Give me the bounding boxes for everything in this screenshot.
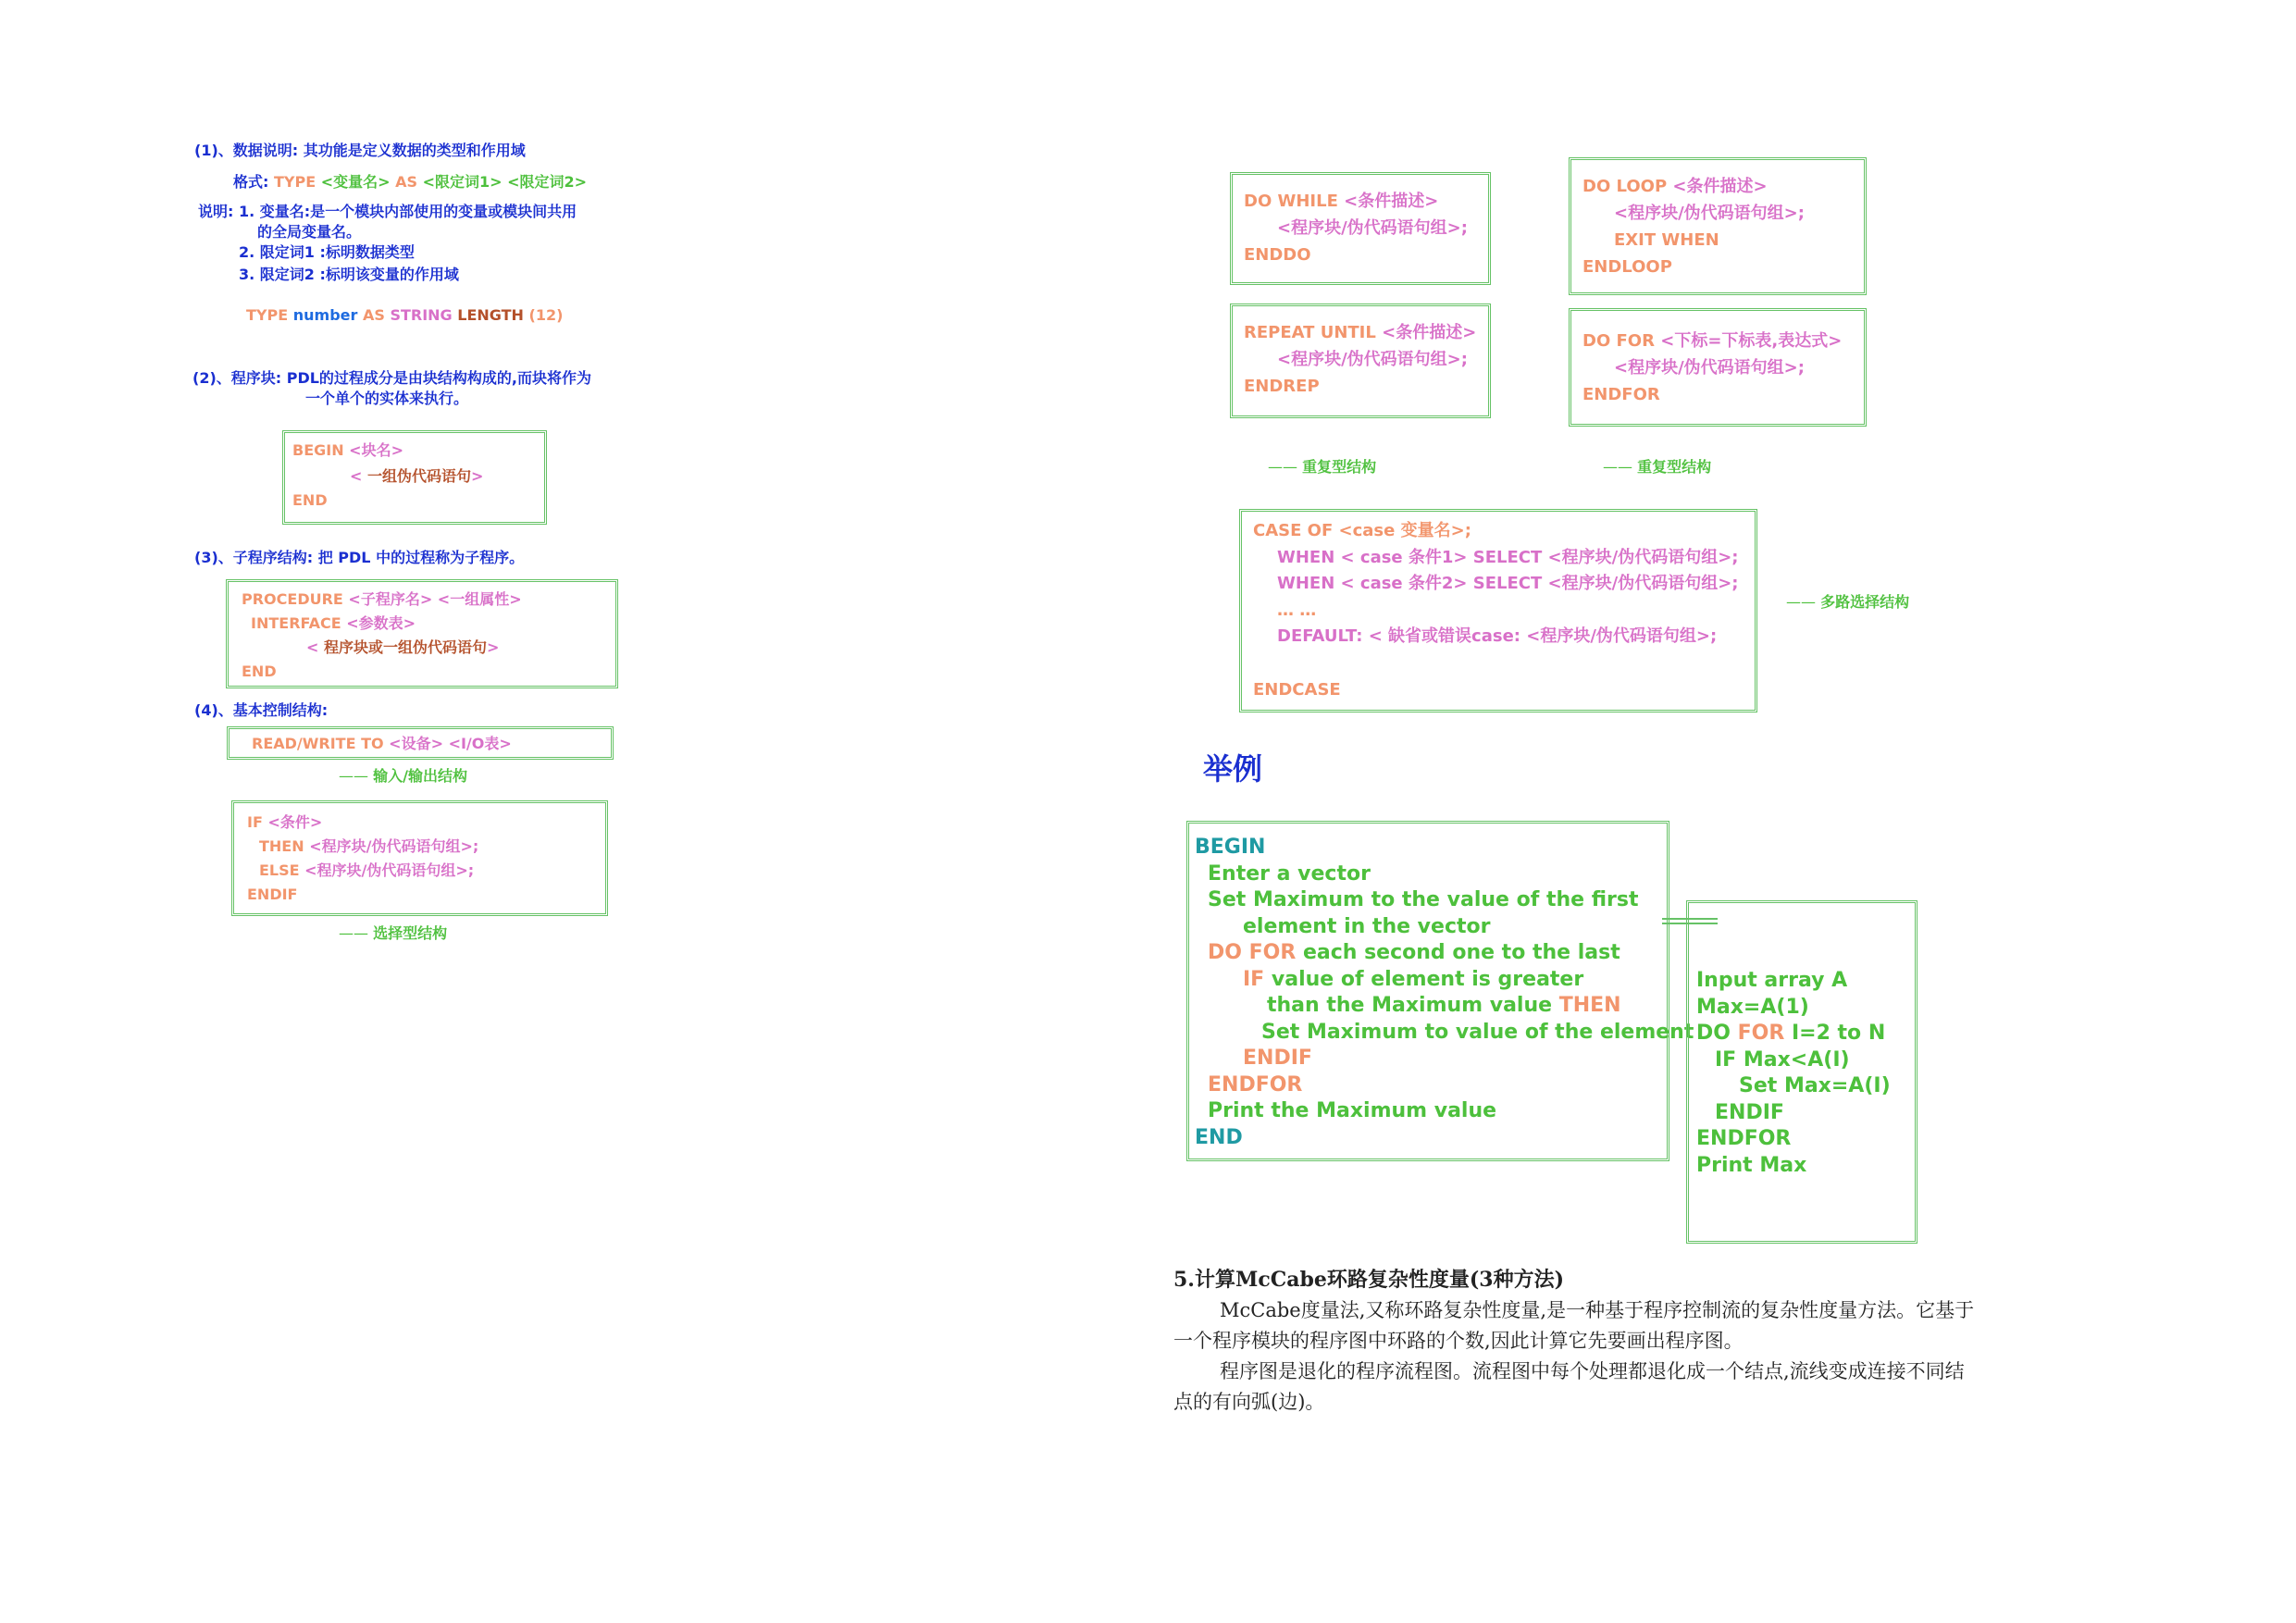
default-line: DEFAULT: < 缺省或错误case: <程序块/伪代码语句组>;	[1277, 626, 1718, 646]
example-code: Input array A Max=A(1) DO FOR I=2 to N IF Max<A(I) Set Max=A(I) ENDIF ENDFOR Print Max	[1696, 969, 1891, 1177]
note-3: 3. 限定词2 :标明该变量的作用域	[239, 266, 459, 283]
case-ellipsis: … …	[1277, 601, 1317, 620]
do-while-box	[1230, 172, 1491, 285]
repeat-body: <程序块/伪代码语句组>;	[1277, 350, 1468, 369]
repeat-caption-1: —— 重复型结构	[1268, 455, 1376, 477]
enddo-line: ENDDO	[1244, 245, 1311, 265]
do-for-line: DO FOR <下标=下标表,表达式>	[1582, 331, 1843, 351]
else-line: ELSE <程序块/伪代码语句组>;	[259, 861, 475, 879]
when-line-2: WHEN < case 条件2> SELECT <程序块/伪代码语句组>;	[1277, 574, 1739, 593]
section-2-heading: (2)、程序块: PDL的过程成分是由块结构构成的,而块将作为	[192, 369, 592, 387]
note-1-cont: 的全局变量名。	[257, 223, 362, 241]
example-english-code: BEGIN Enter a vector Set Maximum to the value of the first element in the vector DO FOR each second one to the last IF value of element is greater than the Maximum value THEN Set Maximum to value of the element ENDIF ENDFOR Print the Maximum value END	[1195, 836, 1694, 1149]
case-of-line: CASE OF <case 变量名>;	[1253, 521, 1471, 540]
io-line: READ/WRITE TO <设备> <I/O表>	[252, 735, 512, 752]
mccabe-paragraph-2-cont: 点的有向弧(边)。	[1173, 1391, 1325, 1413]
repeat-caption-2: —— 重复型结构	[1603, 455, 1711, 477]
endfor-line: ENDFOR	[1582, 385, 1660, 404]
example-code-box	[1686, 900, 1917, 1244]
procedure-box	[226, 579, 618, 688]
endrep-line: ENDREP	[1244, 377, 1320, 396]
repeat-until-line: REPEAT UNTIL <条件描述>	[1244, 323, 1477, 342]
procedure-line: PROCEDURE <子程序名> <一组属性>	[242, 590, 522, 608]
data-format-line: 格式: TYPE <变量名> AS <限定词1> <限定词2>	[233, 173, 588, 191]
procedure-end-line: END	[242, 663, 277, 680]
begin-block-box	[282, 430, 547, 525]
multi-branch-caption: —— 多路选择结构	[1786, 590, 1909, 612]
block-body-line: < 一组伪代码语句>	[350, 467, 484, 485]
do-for-body: <程序块/伪代码语句组>;	[1614, 358, 1805, 378]
note-1: 1. 变量名:是一个模块内部使用的变量或模块间共用	[239, 203, 577, 220]
do-loop-line: DO LOOP <条件描述>	[1582, 177, 1768, 196]
mccabe-heading: 5.计算McCabe环路复杂性度量(3种方法)	[1173, 1268, 1564, 1292]
section-2-heading-cont: 一个单个的实体来执行。	[305, 390, 469, 407]
section-3-heading: (3)、子程序结构: 把 PDL 中的过程称为子程序。	[194, 549, 525, 566]
do-while-body: <程序块/伪代码语句组>;	[1277, 218, 1468, 238]
interface-line: INTERFACE <参数表>	[251, 614, 416, 632]
do-loop-body: <程序块/伪代码语句组>;	[1614, 204, 1805, 223]
mccabe-paragraph-2: 程序图是退化的程序流程图。流程图中每个处理都退化成一个结点,流线变成连接不同结	[1220, 1360, 1965, 1382]
end-line: END	[292, 491, 328, 509]
section-1-heading: (1)、数据说明: 其功能是定义数据的类型和作用域	[194, 142, 526, 159]
note-2: 2. 限定词1 :标明数据类型	[239, 243, 415, 261]
then-line: THEN <程序块/伪代码语句组>;	[259, 837, 479, 855]
begin-line: BEGIN <块名>	[292, 441, 403, 459]
exit-when-line: EXIT WHEN	[1614, 230, 1719, 250]
case-box	[1239, 509, 1757, 712]
io-caption: —— 输入/输出结构	[339, 764, 467, 786]
selection-caption: —— 选择型结构	[339, 922, 447, 943]
do-for-box	[1569, 308, 1867, 427]
when-line-1: WHEN < case 条件1> SELECT <程序块/伪代码语句组>;	[1277, 548, 1739, 567]
endloop-line: ENDLOOP	[1582, 257, 1672, 277]
selection-box	[231, 800, 608, 916]
procedure-body-line: < 程序块或一组伪代码语句>	[306, 638, 500, 656]
io-box	[227, 726, 614, 760]
endcase-line: ENDCASE	[1253, 680, 1341, 700]
mccabe-paragraph-1-cont: 一个程序模块的程序图中环路的个数,因此计算它先要画出程序图。	[1173, 1330, 1744, 1352]
example-title: 举例	[1203, 751, 1263, 787]
if-line: IF <条件>	[247, 813, 323, 831]
example-english-box	[1186, 821, 1694, 1161]
section-4-heading: (4)、基本控制结构:	[194, 701, 329, 719]
endif-line: ENDIF	[247, 886, 298, 903]
repeat-until-box	[1230, 304, 1491, 418]
mccabe-paragraph-1: McCabe度量法,又称环路复杂性度量,是一种基于程序控制流的复杂性度量方法。它基于	[1220, 1299, 1975, 1321]
type-example: TYPE number AS STRING LENGTH (12)	[246, 306, 564, 324]
do-while-line: DO WHILE <条件描述>	[1244, 192, 1439, 211]
notes-label: 说明:	[198, 203, 234, 220]
do-loop-box	[1569, 157, 1867, 295]
